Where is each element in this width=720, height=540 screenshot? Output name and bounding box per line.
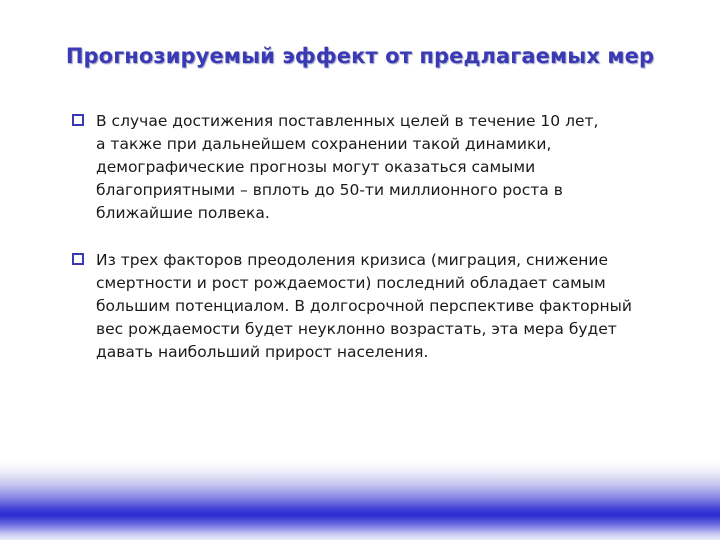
footer-gradient-band [0, 462, 720, 540]
hollow-square-bullet-icon [72, 114, 84, 126]
bullet-item [72, 110, 652, 225]
bullet-text: В случае достижения поставленных целей в течение 10 лет, а также при дальнейшем сохранении такой динамики, демографические прогнозы могут оказаться самыми благоприятными – вплоть до 50-ти миллионного роста в ближайшие полвека. [96, 112, 599, 222]
bullet-item [72, 249, 652, 364]
hollow-square-bullet-icon [72, 253, 84, 265]
bullet-text: Из трех факторов преодоления кризиса (миграция, снижение смертности и рост рождаемости) последний обладает самым большим потенциалом. В долгосрочной перспективе факторный вес рождаемости будет неуклонно возрастать, эта мера будет давать наибольший прирост населения. [96, 251, 632, 361]
slide-title: Прогнозируемый эффект от предлагаемых мер [65, 44, 655, 68]
bullet-list [72, 110, 652, 388]
